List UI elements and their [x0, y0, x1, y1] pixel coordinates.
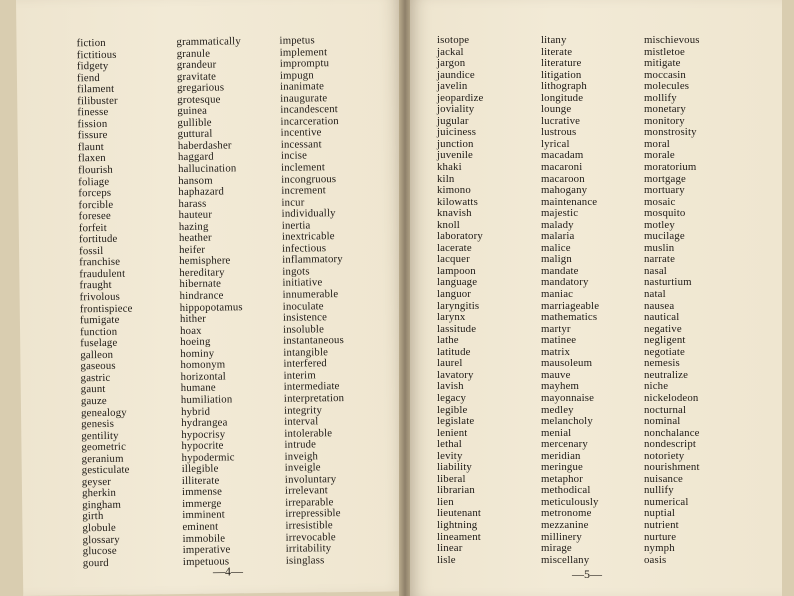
word-entry: mauve — [541, 368, 571, 381]
word-entry: fiction — [76, 36, 106, 50]
word-entry: lyrical — [541, 137, 570, 150]
word-entry: inaugurate — [280, 91, 328, 105]
word-entry: impetuous — [182, 555, 230, 568]
word-entry: hibernate — [179, 278, 222, 291]
word-entry: incentive — [280, 126, 322, 140]
word-entry: irresistible — [285, 519, 333, 532]
word-entry: gregarious — [177, 81, 225, 95]
word-entry: nonchalance — [644, 426, 700, 439]
word-entry: moccasin — [644, 68, 686, 81]
word-entry: mistletoe — [644, 45, 685, 58]
word-entry: larynx — [437, 311, 466, 324]
word-entry: insistence — [282, 311, 328, 324]
word-entry: grammatically — [176, 35, 241, 49]
word-entry: haggard — [177, 151, 214, 164]
word-entry: hither — [179, 312, 207, 326]
word-entry: incandescent — [280, 103, 338, 117]
word-entry: flaxen — [77, 152, 106, 165]
word-entry: glucose — [82, 544, 117, 558]
page-number: —4— — [212, 564, 244, 579]
word-entry: gastric — [80, 371, 111, 385]
word-entry: malign — [541, 253, 572, 266]
word-entry: lacerate — [437, 241, 472, 254]
word-entry: guinea — [177, 104, 208, 118]
word-entry: numerical — [644, 495, 689, 508]
word-entry: incur — [281, 196, 305, 209]
word-entry: isotope — [437, 34, 470, 46]
word-entry: interpretation — [283, 391, 345, 405]
word-entry: mitigate — [644, 57, 681, 70]
word-entry: neutralize — [644, 368, 689, 381]
word-entry: impugn — [279, 69, 314, 82]
word-entry: negative — [644, 322, 682, 335]
word-entry: intangible — [283, 345, 329, 359]
word-entry: kimono — [437, 184, 471, 197]
word-entry: impromptu — [279, 57, 330, 70]
word-entry: illiterate — [181, 474, 220, 487]
word-entry: lounge — [541, 103, 572, 116]
word-entry: negligent — [644, 334, 686, 347]
word-entry: fiend — [76, 71, 100, 84]
word-entry: moral — [644, 137, 670, 150]
word-entry: negotiate — [644, 345, 685, 358]
word-entry: lustrous — [541, 126, 577, 139]
word-entry: notoriety — [644, 449, 685, 462]
word-entry: malice — [541, 241, 571, 254]
word-entry: joviality — [437, 103, 475, 116]
word-entry: incarceration — [280, 114, 339, 128]
word-entry: hominy — [180, 347, 215, 360]
word-entry: kiln — [437, 172, 455, 185]
word-entry: galleon — [80, 348, 114, 362]
word-entry: gravitate — [176, 70, 217, 83]
right-page — [410, 0, 782, 596]
word-entry: maniac — [541, 288, 574, 301]
word-entry: incongruous — [281, 172, 337, 186]
word-entry: mosquito — [644, 207, 686, 220]
word-entry: interim — [283, 369, 316, 382]
word-entry: mischievous — [644, 34, 700, 46]
word-entry: mirage — [541, 542, 572, 555]
word-entry: fortitude — [78, 233, 118, 246]
word-entry: nasturtium — [644, 276, 692, 289]
word-entry: monetary — [644, 103, 686, 116]
word-column-4 — [437, 35, 552, 566]
page-number: —5— — [572, 567, 602, 581]
word-entry: mezzanine — [541, 518, 589, 531]
word-entry: lien — [437, 495, 454, 508]
word-entry: granule — [176, 47, 211, 60]
word-entry: laboratory — [437, 230, 483, 243]
word-entry: inextricable — [281, 230, 335, 244]
word-entry: inflammatory — [282, 253, 343, 267]
word-entry: menial — [541, 426, 572, 439]
word-entry: homonym — [180, 358, 226, 372]
word-entry: immerge — [182, 497, 222, 510]
word-entry: filament — [77, 82, 115, 96]
left-page — [16, 0, 408, 596]
word-entry: hypodermic — [181, 451, 235, 464]
word-entry: hallucination — [178, 162, 237, 176]
word-entry: haphazard — [178, 185, 225, 199]
word-entry: metaphor — [541, 472, 583, 485]
word-entry: moratorium — [644, 161, 697, 174]
word-entry: nullify — [644, 484, 674, 497]
word-entry: gesticulate — [81, 463, 130, 477]
word-entry: glossary — [82, 533, 120, 546]
word-entry: legislate — [437, 415, 475, 428]
word-entry: natal — [644, 288, 666, 301]
word-entry: hypocrisy — [181, 428, 226, 441]
word-entry: imminent — [182, 508, 225, 522]
word-entry: fission — [77, 117, 108, 131]
word-entry: mosaic — [644, 195, 676, 208]
word-entry: knavish — [437, 207, 472, 220]
word-entry: lavish — [437, 380, 464, 393]
word-entry: intermediate — [283, 380, 340, 394]
word-entry: irrelevant — [284, 484, 328, 498]
word-entry: integrity — [283, 403, 323, 417]
word-entry: librarian — [437, 484, 475, 497]
word-entry: irrevocable — [285, 530, 336, 544]
word-entry: globule — [82, 521, 116, 535]
word-entry: oasis — [644, 553, 667, 566]
word-entry: interfered — [283, 357, 328, 371]
word-entry: litany — [541, 34, 567, 46]
word-entry: fictitious — [76, 48, 117, 61]
word-entry: juiciness — [437, 126, 477, 139]
word-entry: levity — [437, 449, 463, 462]
word-entry: guttural — [177, 127, 213, 141]
word-entry: horizontal — [180, 370, 226, 383]
word-entry: forfeit — [78, 221, 107, 234]
word-column-5 — [541, 35, 656, 566]
word-entry: genesis — [81, 417, 115, 431]
word-entry: isinglass — [285, 553, 325, 567]
word-entry: humiliation — [180, 393, 233, 406]
word-entry: function — [79, 325, 118, 338]
word-entry: meticulously — [541, 495, 599, 508]
word-entry: innumerable — [282, 288, 339, 301]
word-entry: fraudulent — [79, 267, 126, 281]
word-entry: hereditary — [179, 266, 225, 279]
word-entry: medley — [541, 403, 574, 416]
word-entry: longitude — [541, 91, 584, 104]
word-entry: lenient — [437, 426, 468, 439]
word-entry: juvenile — [437, 149, 473, 162]
word-entry: jargon — [437, 57, 466, 70]
word-entry: geranium — [81, 452, 124, 465]
word-entry: fraught — [79, 279, 112, 292]
word-entry: irreparable — [285, 496, 334, 509]
word-entry: illegible — [181, 462, 219, 476]
word-entry: macaroni — [541, 161, 583, 174]
word-entry: melancholy — [541, 415, 593, 428]
word-entry: millinery — [541, 530, 582, 543]
word-entry: nourishment — [644, 461, 700, 474]
word-entry: frivolous — [79, 290, 121, 304]
word-entry: junction — [437, 137, 474, 150]
word-entry: fossil — [78, 244, 104, 258]
word-entry: ingots — [282, 265, 310, 278]
word-entry: hybrid — [180, 405, 211, 418]
word-entry: languor — [437, 288, 472, 301]
word-entry: hydrangea — [181, 416, 228, 430]
word-entry: hindrance — [179, 289, 224, 303]
word-entry: nemesis — [644, 357, 680, 370]
word-entry: monstrosity — [644, 126, 697, 139]
word-entry: infectious — [281, 242, 327, 255]
word-entry: matinee — [541, 334, 577, 347]
word-entry: hazing — [178, 220, 209, 233]
word-entry: inoculate — [282, 299, 324, 313]
word-entry: lavatory — [437, 368, 474, 381]
word-entry: irritability — [285, 542, 332, 555]
word-entry: jaundice — [437, 68, 475, 81]
word-entry: laryngitis — [437, 299, 480, 312]
word-entry: morale — [644, 149, 675, 162]
word-entry: lieutenant — [437, 507, 482, 520]
word-entry: lightning — [437, 518, 478, 531]
word-entry: liability — [437, 461, 472, 474]
word-entry: geometric — [81, 440, 127, 454]
word-entry: nominal — [644, 415, 681, 428]
word-entry: legacy — [437, 391, 467, 404]
word-entry: mandatory — [541, 276, 589, 289]
word-entry: jeopardize — [437, 91, 484, 104]
word-entry: lineament — [437, 530, 481, 543]
word-entry: inanimate — [280, 80, 325, 93]
word-entry: nuisance — [644, 472, 683, 485]
word-entry: harass — [178, 197, 207, 210]
word-entry: incessant — [280, 138, 322, 151]
word-entry: intrude — [284, 438, 317, 451]
word-entry: molecules — [644, 80, 690, 93]
word-entry: hoeing — [180, 335, 211, 349]
word-entry: individually — [281, 207, 336, 220]
word-entry: mercenary — [541, 438, 588, 451]
word-entry: insoluble — [282, 322, 325, 336]
word-entry: javelin — [437, 80, 468, 93]
word-entry: jackal — [437, 45, 464, 58]
word-entry: knoll — [437, 218, 460, 231]
word-entry: hippopotamus — [179, 300, 243, 314]
word-entry: gourd — [82, 556, 109, 569]
word-entry: nasal — [644, 264, 667, 277]
word-entry: nausea — [644, 299, 675, 312]
word-entry: marriageable — [541, 299, 600, 312]
word-entry: instantaneous — [283, 334, 344, 347]
word-entry: immobile — [182, 532, 226, 545]
word-entry: mahogany — [541, 184, 588, 197]
word-entry: increment — [281, 184, 326, 197]
word-entry: nickelodeon — [644, 391, 699, 404]
word-entry: mortuary — [644, 184, 685, 197]
word-entry: niche — [644, 380, 669, 393]
word-entry: nutrient — [644, 518, 679, 531]
word-entry: nymph — [644, 542, 675, 555]
word-entry: franchise — [79, 256, 121, 269]
word-entry: gaseous — [80, 360, 116, 373]
word-entry: lucrative — [541, 114, 581, 127]
word-entry: nondescript — [644, 438, 697, 451]
word-entry: geyser — [81, 475, 112, 489]
word-entry: fidgety — [76, 59, 109, 73]
word-entry: forceps — [78, 186, 112, 200]
word-entry: liberal — [437, 472, 466, 485]
word-entry: frontispiece — [79, 302, 133, 315]
word-entry: lacquer — [437, 253, 470, 266]
word-entry: flourish — [78, 163, 113, 177]
word-entry: inertia — [281, 219, 311, 232]
word-entry: maintenance — [541, 195, 598, 208]
word-entry: laurel — [437, 357, 463, 370]
word-entry: narrate — [644, 253, 676, 266]
word-entry: involuntary — [284, 472, 337, 486]
word-entry: litigation — [541, 68, 582, 81]
word-entry: meringue — [541, 461, 583, 474]
word-entry: inclement — [280, 161, 326, 174]
word-entry: mucilage — [644, 230, 685, 243]
word-entry: interval — [284, 415, 319, 428]
word-entry: monitory — [644, 114, 685, 127]
word-entry: nocturnal — [644, 403, 687, 416]
word-entry: eminent — [182, 520, 219, 533]
word-entry: genealogy — [80, 406, 127, 419]
word-entry: lassitude — [437, 322, 477, 335]
word-entry: hansom — [178, 174, 213, 187]
word-entry: lampoon — [437, 264, 476, 277]
word-entry: hemisphere — [179, 254, 231, 268]
word-entry: foresee — [78, 210, 111, 223]
word-entry: inveigle — [284, 461, 321, 474]
word-entry: mayhem — [541, 380, 580, 393]
word-entry: matrix — [541, 345, 571, 358]
word-entry: gherkin — [81, 487, 117, 500]
word-entry: latitude — [437, 345, 471, 358]
word-entry: malaria — [541, 230, 575, 243]
word-entry: imperative — [182, 543, 231, 557]
word-entry: fissure — [77, 129, 108, 142]
word-entry: literature — [541, 57, 582, 70]
word-entry: flaunt — [77, 140, 104, 154]
word-entry: forcible — [78, 198, 114, 211]
word-entry: literate — [541, 45, 573, 58]
word-entry: grotesque — [177, 93, 221, 106]
word-entry: hauteur — [178, 208, 213, 222]
word-entry: gentility — [81, 429, 119, 442]
word-entry: mathematics — [541, 311, 598, 324]
word-entry: fuselage — [80, 337, 118, 350]
word-entry: hoax — [179, 324, 202, 337]
word-entry: impetus — [279, 34, 315, 47]
word-entry: mollify — [644, 91, 677, 104]
word-entry: gaunt — [80, 383, 106, 396]
word-entry: macaroon — [541, 172, 585, 185]
word-entry: nautical — [644, 311, 680, 324]
word-entry: lisle — [437, 553, 456, 566]
word-entry: mandate — [541, 264, 579, 277]
word-entry: methodical — [541, 484, 591, 497]
word-entry: muslin — [644, 241, 675, 254]
word-entry: heather — [178, 231, 212, 245]
word-entry: language — [437, 276, 478, 289]
word-entry: girth — [82, 510, 104, 523]
word-entry: finesse — [77, 106, 109, 119]
word-entry: nurture — [644, 530, 677, 543]
word-entry: hypocrite — [181, 439, 224, 453]
word-entry: foliage — [78, 175, 110, 188]
word-entry: legible — [437, 403, 468, 416]
word-entry: nuptial — [644, 507, 676, 520]
word-entry: jugular — [437, 114, 469, 127]
word-entry: linear — [437, 542, 463, 555]
word-entry: incise — [280, 149, 308, 163]
word-entry: immense — [181, 485, 223, 499]
word-entry: majestic — [541, 207, 579, 220]
word-entry: martyr — [541, 322, 571, 335]
word-entry: heifer — [178, 243, 206, 256]
word-entry: malady — [541, 218, 574, 231]
word-entry: haberdasher — [177, 139, 232, 152]
word-entry: lathe — [437, 334, 459, 347]
word-entry: humane — [180, 381, 216, 395]
word-entry: lithograph — [541, 80, 587, 93]
word-entry: metronome — [541, 507, 592, 520]
word-entry: motley — [644, 218, 675, 231]
word-entry: khaki — [437, 161, 462, 174]
word-entry: meridian — [541, 449, 581, 462]
word-entry: macadam — [541, 149, 584, 162]
word-entry: inveigh — [284, 450, 319, 463]
word-entry: gauze — [80, 394, 107, 408]
word-entry: grandeur — [176, 58, 217, 72]
word-column-3 — [279, 34, 400, 567]
word-entry: mortgage — [644, 172, 686, 185]
word-entry: irrepressible — [285, 507, 341, 521]
word-entry: miscellany — [541, 553, 590, 566]
word-entry: kilowatts — [437, 195, 478, 208]
word-entry: mausoleum — [541, 357, 593, 370]
word-entry: mayonnaise — [541, 391, 595, 404]
word-column-6 — [644, 35, 759, 566]
word-entry: initiative — [282, 276, 323, 290]
word-entry: implement — [279, 45, 328, 59]
word-entry: intolerable — [284, 426, 333, 440]
word-entry: filibuster — [77, 94, 118, 107]
word-entry: lethal — [437, 438, 462, 451]
word-entry: gullible — [177, 116, 212, 129]
word-entry: fumigate — [79, 313, 120, 327]
word-entry: gingham — [82, 498, 122, 512]
